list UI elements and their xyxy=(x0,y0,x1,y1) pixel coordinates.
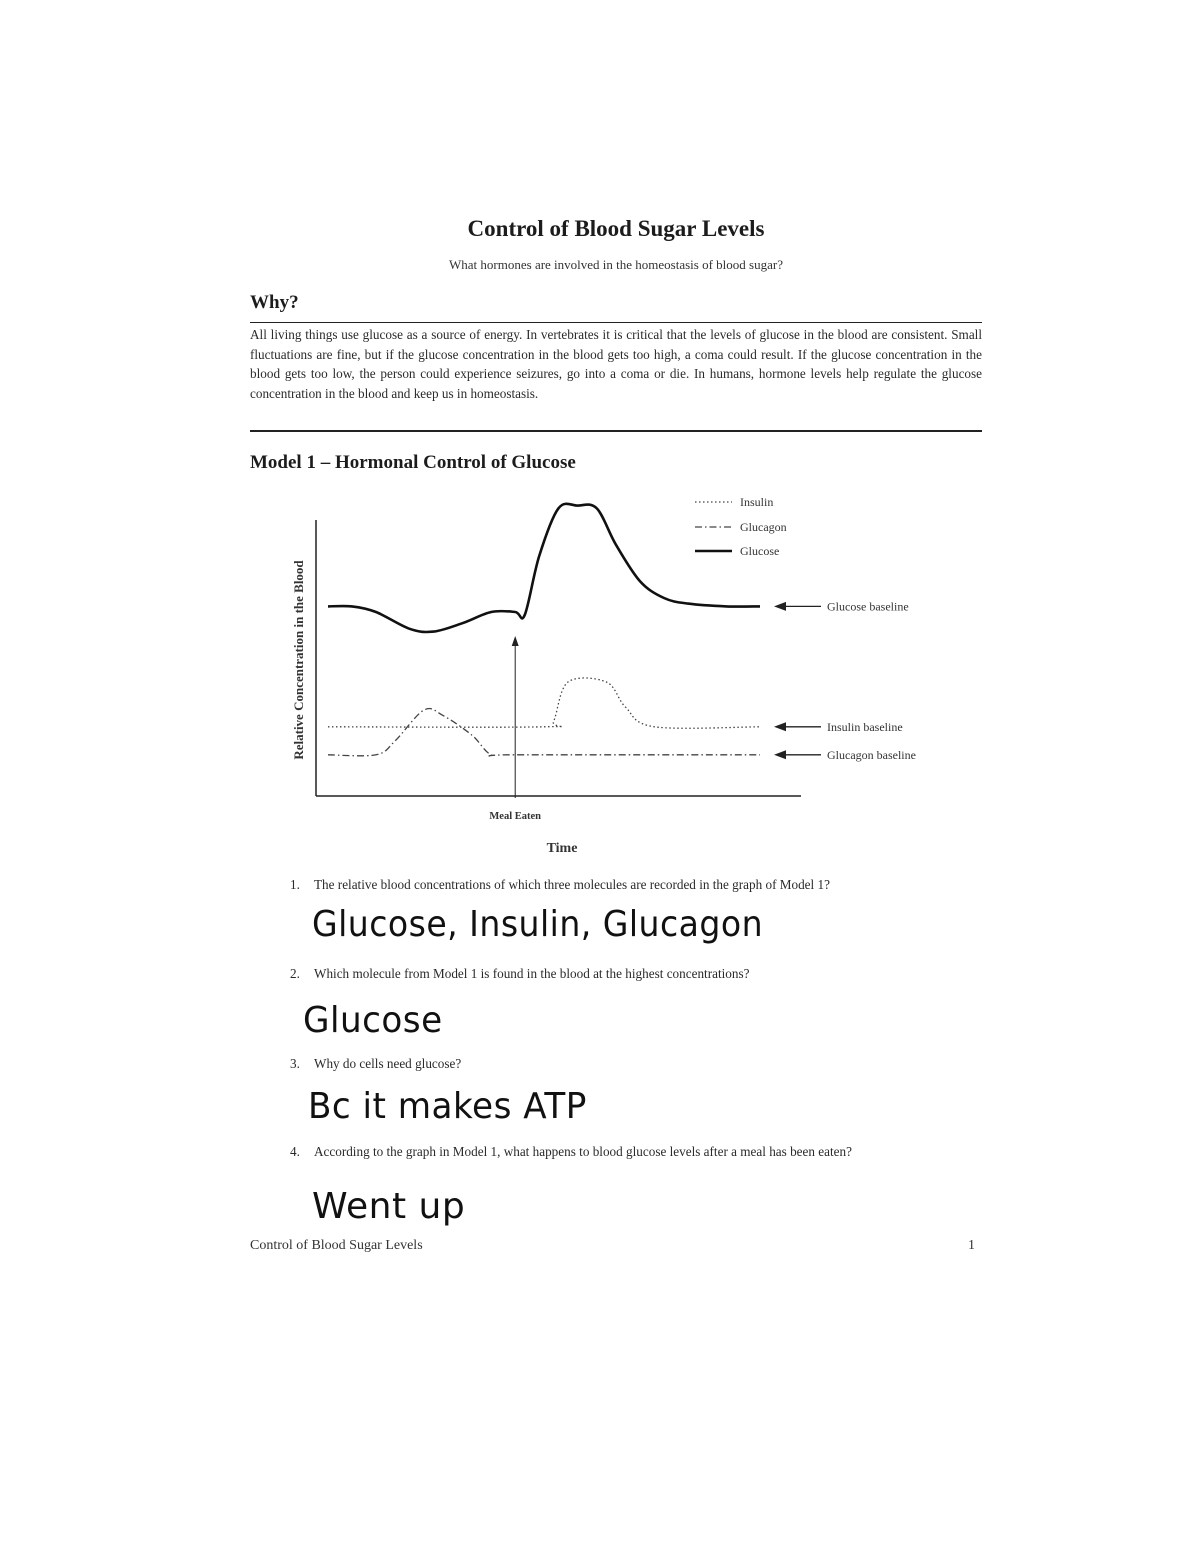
insulin-baseline-arrowhead xyxy=(774,722,786,731)
page-number: 1 xyxy=(968,1238,975,1253)
page-subtitle: What hormones are involved in the homeostasis of blood sugar? xyxy=(449,257,783,272)
insulin-baseline-arrow xyxy=(774,722,821,731)
question-4 xyxy=(290,1143,982,1161)
page-title: Control of Blood Sugar Levels xyxy=(467,216,765,241)
legend-insulin-label: Insulin xyxy=(740,495,774,509)
question-4-text: According to the graph in Model 1, what happens to blood glucose levels after a meal has been eaten? xyxy=(314,1144,852,1159)
glucose-baseline-arrow xyxy=(774,602,821,611)
question-3-text: Why do cells need glucose? xyxy=(314,1056,462,1071)
glucagon-line xyxy=(328,709,760,757)
hormone-chart xyxy=(270,480,960,865)
answer-4-handwriting: Went up xyxy=(312,1186,466,1227)
insulin-line xyxy=(328,678,760,728)
glucagon-baseline-arrowhead xyxy=(774,750,786,759)
legend-glucose-label: Glucose xyxy=(740,544,780,558)
question-3 xyxy=(290,1055,982,1073)
footer-title: Control of Blood Sugar Levels xyxy=(250,1238,423,1253)
question-1-number: 1. xyxy=(290,877,300,892)
question-4-number: 4. xyxy=(290,1144,300,1159)
question-1 xyxy=(290,876,982,894)
question-2 xyxy=(290,965,982,983)
meal-arrowhead xyxy=(512,636,519,646)
baseline-annotations xyxy=(774,599,916,761)
glucose-baseline-arrowhead xyxy=(774,602,786,611)
question-2-number: 2. xyxy=(290,966,300,981)
glucagon-baseline-arrow xyxy=(774,750,821,759)
glucagon-baseline-label: Glucagon baseline xyxy=(827,747,916,762)
answer-2-handwriting: Glucose xyxy=(303,1000,443,1041)
glucose-line xyxy=(328,504,760,632)
glucose-baseline-label: Glucose baseline xyxy=(827,599,909,614)
model-heading: Model 1 – Hormonal Control of Glucose xyxy=(250,452,576,473)
answer-3-handwriting: Bc it makes ATP xyxy=(308,1086,587,1127)
why-rule-bottom xyxy=(250,430,982,432)
question-2-text: Which molecule from Model 1 is found in the blood at the highest concentrations? xyxy=(314,966,750,981)
x-axis-label: Time xyxy=(546,841,578,856)
answer-1-handwriting: Glucose, Insulin, Glucagon xyxy=(312,904,764,945)
chart-legend xyxy=(695,495,787,558)
why-heading: Why? xyxy=(250,292,299,313)
meal-eaten-label: Meal Eaten xyxy=(489,811,542,822)
question-1-text: The relative blood concentrations of which three molecules are recorded in the graph of Model 1? xyxy=(314,877,830,892)
y-axis-label: Relative Concentration in the Blood xyxy=(291,560,306,760)
insulin-baseline-label: Insulin baseline xyxy=(827,719,903,734)
why-paragraph: All living things use glucose as a source of energy. In vertebrates it is critical that the levels of glucose in the blood are consistent. Small fluctuations are fine, but if the glucose concentration in the blood gets too high, a coma could result. If the glucose concentration in the blood gets too low, the person could experience seizures, go into a coma or die. In humans, hormone levels help regulate the glucose concentration in the blood and keep us in homeostasis. xyxy=(250,327,982,401)
legend-glucagon-label: Glucagon xyxy=(740,520,787,534)
question-3-number: 3. xyxy=(290,1056,300,1071)
why-rule-top xyxy=(250,322,982,323)
